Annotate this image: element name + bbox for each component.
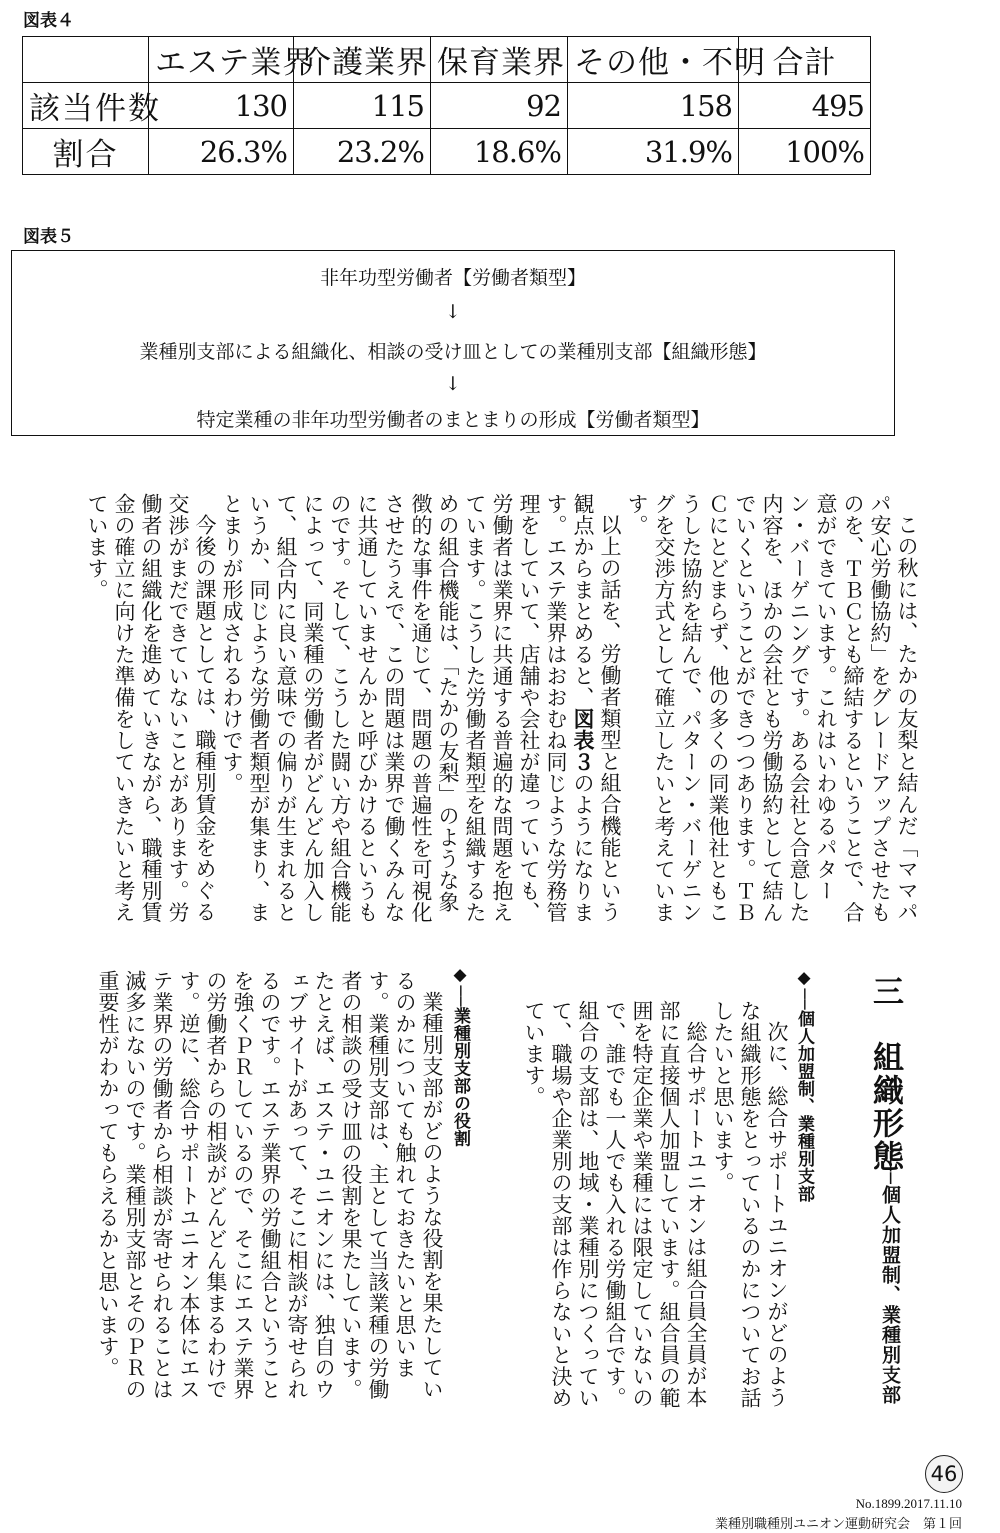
table-cell: 100% [739,129,871,175]
figure5-flow-box [11,250,895,436]
row-label: 割合 [23,129,149,175]
table-cell: 495 [739,83,871,129]
figure5-label: 図表５ [23,227,74,247]
figure4-table [22,36,871,175]
subsection-heading: ◆──業種別支部の役割 [450,965,470,1147]
table-header: その他・不明 [568,37,739,83]
flow-step: 特定業種の非年功型労働者のまとまりの形成【労働者類型】 [196,409,710,431]
table-cell: 115 [294,83,431,129]
table-row [23,129,871,175]
paragraph: 以上の話を、労働者類型と組合機能という観点からまとめると、図表３のようになります。エステ業界はおおむね同じような労務管理をしていて、店舗や会社が違っていても、労働者は業界に共通する普遍的な問題を抱えています。こうした労働者類型を組織するための組合機能は、「たかの友梨」のような象徴的な事件を通じて、問題の普遍性を可視化させたうえで、この問題は業界で働くみんなに共通していませんかと呼びかけるというものです。そして、こうした闘い方や組合機能によって、同業種の労働者がどんどん加入して、組合内に良い意味での偏りが生まれるというか、同じような労働者類型が集まり、まとまりが形成されるわけです。 [220,493,622,923]
paragraph: 次に、総合サポートユニオンがどのような組織形態をとっているのかについてお話したいと思います。 [711,1000,789,1409]
flow-step: 非年功型労働者【労働者類型】 [319,267,586,289]
table-header: エステ業界 [149,37,294,83]
flow-arrow: ↓ [445,373,461,395]
table-cell: 130 [149,83,294,129]
issue-number: No.1899.2017.11.10 [855,1496,962,1511]
figure-reference: 図表３ [571,708,595,773]
figure4-label: 図表４ [23,11,74,31]
subsection2-text [94,970,445,1410]
table-header: 保育業界 [431,37,568,83]
subsection1-text [520,1000,790,1420]
section-subheading: ──個人加盟制、業種別支部 [879,1160,901,1405]
table-cell: 92 [431,83,568,129]
paragraph: この秋には、たかの友梨と結んだ「ママパパ安心労働協約」をグレードアップさせたものを、ＴＢＣとも締結するということで、合意ができています。これはいわゆるパターン・バーゲニングです。ある会社と合意した内容を、ほかの会社とも労働協約として結んでいくということができつつあります。ＴＢＣにとどまらず、他の多くの同業他社ともこうした協約を結んで、パターン・バーゲニングを交渉方式として確立したいと考えています。 [625,493,919,923]
table-header: 合計 [739,37,871,83]
paragraph: 業種別支部がどのような役割を果たしているのかについても触れておきたいと思います。業種別支部は、主として当該業種の労働者の相談の受け皿の役割を果たしています。たとえば、エステ・ユニオンには、独自のウェブサイトがあって、そこに相談が寄せられるのです。エステ業界の労働組合ということを強くＰＲしているので、そこにエステ業界の労働者からの相談がどんどん集まるわけです。逆に、総合サポートユニオン本体にエステ業界の労働者から相談が寄せられることは滅多にないのです。業種別支部とそのＰＲの重要性がわかってもらえるかと思います。 [96,970,444,1400]
footer-title: 業種別職種別ユニオン運動研究会 第１回 [714,1517,962,1532]
paragraph: 今後の課題としては、職種別賃金をめぐる交渉がまだできていないことがあります。労働者の組織化を進めていきながら、職種別賃金の確立に向けた準備をしていきたいと考えています。 [85,493,217,923]
table-cell: 158 [568,83,739,129]
table-header-row [23,37,871,83]
subsection-heading: ◆──個人加盟制、業種別支部 [794,968,814,1203]
flow-arrow: ↓ [445,301,461,323]
paragraph: 総合サポートユニオンは組合員全員が本部に直接個人加盟しています。組合員の範囲を特定企業や業種には限定していないので、誰でも一人でも入れる労働組合です。組合の支部は、地域・業種別につくっていて、職場や企業別の支部は作らないと決めています。 [522,1000,708,1409]
upper-body-text [75,493,920,923]
page-number: 46 [925,1455,963,1493]
table-header-empty [23,37,149,83]
flow-step: 業種別支部による組織化、相談の受け皿としての業種別支部【組織形態】 [139,341,767,363]
table-header: 介護業界 [294,37,431,83]
table-cell: 23.2% [294,129,431,175]
table-cell: 26.3% [149,129,294,175]
table-row [23,83,871,129]
table-cell: 31.9% [568,129,739,175]
row-label: 該当件数 [23,83,149,129]
table-cell: 18.6% [431,129,568,175]
section-heading: 三 組織形態 [867,975,903,1173]
